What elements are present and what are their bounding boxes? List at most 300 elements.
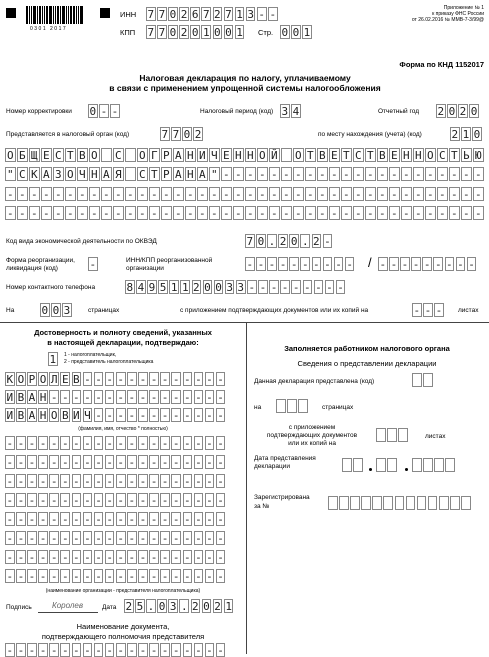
char-cell[interactable]: - [106,373,113,386]
char-cell[interactable]: - [39,494,47,507]
char-cell[interactable]: - [186,188,194,201]
char-cell[interactable]: 3 [247,8,254,21]
char-cell[interactable]: - [84,475,91,488]
char-cell[interactable]: - [217,644,224,657]
char-cell[interactable]: - [378,168,386,181]
char-cell[interactable]: С [354,149,362,162]
char-cell[interactable]: З [54,168,62,181]
char-cell[interactable]: - [6,570,14,583]
char-cell[interactable]: - [139,494,147,507]
char-cell[interactable]: - [6,494,14,507]
char-cell[interactable]: - [50,513,58,526]
char-cell[interactable]: - [246,168,254,181]
char-cell[interactable]: - [84,437,91,450]
char-cell[interactable] [439,496,449,510]
char-cell[interactable]: 3 [237,281,245,294]
char-cell[interactable]: К [6,373,14,386]
char-cell[interactable]: А [198,168,206,181]
char-cell[interactable]: - [195,570,202,583]
char-cell[interactable]: - [84,373,91,386]
char-cell[interactable]: Н [234,149,242,162]
char-cell[interactable]: 2 [214,600,221,613]
char-cell[interactable]: - [161,391,169,404]
char-cell[interactable]: - [150,456,158,469]
char-cell[interactable]: - [206,456,213,469]
char-cell[interactable]: Л [50,373,58,386]
char-cell[interactable] [328,496,338,510]
char-cell[interactable]: - [162,188,170,201]
char-cell[interactable]: - [282,207,290,220]
char-cell[interactable]: 0 [52,304,60,317]
char-cell[interactable]: Е [42,149,50,162]
char-cell[interactable]: - [28,437,36,450]
char-cell[interactable] [423,373,433,387]
char-cell[interactable]: - [150,532,158,545]
char-cell[interactable]: 0 [290,235,298,248]
char-cell[interactable]: - [183,373,191,386]
char-cell[interactable]: - [95,373,102,386]
char-cell[interactable]: - [313,258,320,271]
char-cell[interactable]: - [195,373,202,386]
char-cell[interactable]: - [73,494,80,507]
char-cell[interactable]: - [294,207,302,220]
char-cell[interactable]: 5 [159,281,167,294]
char-cell[interactable] [350,496,360,510]
char-cell[interactable]: 1 [462,128,470,141]
char-cell[interactable] [339,496,349,510]
char-cell[interactable]: - [6,456,14,469]
char-cell[interactable]: - [282,188,290,201]
char-cell[interactable] [298,399,308,413]
char-cell[interactable] [450,496,460,510]
char-cell[interactable]: - [73,437,80,450]
char-cell[interactable]: - [195,456,202,469]
char-cell[interactable]: - [217,437,224,450]
char-cell[interactable] [276,399,286,413]
char-cell[interactable]: - [246,188,254,201]
char-cell[interactable]: - [150,391,158,404]
char-cell[interactable]: - [206,437,213,450]
char-cell[interactable]: Н [39,409,47,422]
char-cell[interactable] [372,496,382,510]
char-cell[interactable]: - [183,475,191,488]
char-cell[interactable]: - [28,494,36,507]
char-cell[interactable]: 0 [41,304,49,317]
char-cell[interactable]: - [390,207,398,220]
char-cell[interactable]: - [446,258,453,271]
char-cell[interactable]: 7 [246,235,254,248]
char-cell[interactable]: - [217,494,224,507]
char-cell[interactable]: - [174,188,182,201]
char-cell[interactable]: - [306,168,314,181]
char-cell[interactable]: 7 [225,8,232,21]
char-cell[interactable]: - [195,551,202,564]
char-cell[interactable]: - [61,475,69,488]
char-cell[interactable]: - [435,304,443,317]
char-cell[interactable]: 7 [172,128,180,141]
char-cell[interactable]: - [39,475,47,488]
char-cell[interactable]: В [17,391,25,404]
char-cell[interactable]: Р [162,168,170,181]
char-cell[interactable]: - [106,570,113,583]
char-cell[interactable]: - [217,373,224,386]
char-cell[interactable]: 8 [126,281,134,294]
char-cell[interactable]: 6 [191,8,199,21]
char-cell[interactable]: 4 [292,105,300,118]
char-cell[interactable]: - [150,551,158,564]
char-cell[interactable]: Т [150,168,158,181]
char-cell[interactable]: - [246,258,254,271]
char-cell[interactable]: - [258,8,266,21]
char-cell[interactable]: Т [450,149,458,162]
char-cell[interactable]: - [54,207,62,220]
char-cell[interactable]: Е [390,149,398,162]
char-cell[interactable]: - [172,456,180,469]
char-cell[interactable]: - [450,188,458,201]
char-cell[interactable]: - [294,168,302,181]
char-cell[interactable]: - [183,532,191,545]
char-cell[interactable]: - [50,551,58,564]
char-cell[interactable]: - [128,373,136,386]
char-cell[interactable]: 3 [63,304,71,317]
char-cell[interactable]: 3 [169,600,177,613]
char-cell[interactable]: - [390,188,398,201]
char-cell[interactable]: - [117,513,125,526]
char-cell[interactable]: - [402,207,410,220]
char-cell[interactable]: - [462,168,470,181]
char-cell[interactable]: - [183,494,191,507]
char-cell[interactable] [101,148,112,162]
char-cell[interactable]: - [61,570,69,583]
char-cell[interactable]: - [150,494,158,507]
char-cell[interactable]: - [234,168,242,181]
char-cell[interactable]: - [474,188,482,201]
char-cell[interactable]: - [128,551,136,564]
char-cell[interactable] [125,167,136,181]
char-cell[interactable]: 7 [158,26,166,39]
char-cell[interactable]: - [128,570,136,583]
char-cell[interactable]: - [462,188,470,201]
char-cell[interactable]: - [195,437,202,450]
char-cell[interactable]: - [6,551,14,564]
char-cell[interactable]: 9 [148,281,156,294]
char-cell[interactable]: - [206,532,213,545]
char-cell[interactable]: Н [90,168,98,181]
char-cell[interactable]: А [28,391,36,404]
char-cell[interactable]: - [6,644,14,657]
char-cell[interactable]: - [402,168,410,181]
char-cell[interactable]: - [73,532,80,545]
char-cell[interactable]: - [161,494,169,507]
char-cell[interactable]: Н [186,149,194,162]
char-cell[interactable]: 2 [194,128,202,141]
char-cell[interactable] [417,496,427,510]
char-cell[interactable]: Т [306,149,314,162]
char-cell[interactable]: - [217,513,224,526]
char-cell[interactable]: - [106,475,113,488]
char-cell[interactable]: - [50,391,58,404]
char-cell[interactable]: - [318,207,326,220]
char-cell[interactable]: - [161,570,169,583]
char-cell[interactable]: - [42,188,50,201]
char-cell[interactable]: В [61,409,69,422]
char-cell[interactable]: Е [330,149,338,162]
char-cell[interactable]: А [174,168,182,181]
char-cell[interactable] [412,373,422,387]
char-cell[interactable]: - [195,391,202,404]
char-cell[interactable] [361,496,371,510]
char-cell[interactable]: - [270,281,278,294]
char-cell[interactable]: - [17,532,25,545]
char-cell[interactable]: - [161,475,169,488]
char-cell[interactable]: Г [150,149,158,162]
char-cell[interactable]: - [462,207,470,220]
char-cell[interactable]: Е [222,149,230,162]
char-cell[interactable]: В [17,409,25,422]
char-cell[interactable] [125,148,136,162]
char-cell[interactable]: - [195,532,202,545]
char-cell[interactable]: - [30,207,38,220]
char-cell[interactable]: - [172,391,180,404]
char-cell[interactable]: И [6,409,14,422]
char-cell[interactable]: - [337,281,344,294]
char-cell[interactable]: - [161,373,169,386]
char-cell[interactable]: - [195,644,202,657]
char-cell[interactable]: - [50,456,58,469]
char-cell[interactable]: - [111,105,119,118]
char-cell[interactable]: Р [162,149,170,162]
char-cell[interactable]: - [379,258,387,271]
char-cell[interactable]: Ч [78,168,86,181]
char-cell[interactable]: - [100,105,108,118]
char-cell[interactable]: - [217,570,224,583]
char-cell[interactable]: - [150,644,158,657]
char-cell[interactable]: - [172,475,180,488]
char-cell[interactable]: - [290,258,298,271]
char-cell[interactable]: 0 [204,281,211,294]
char-cell[interactable]: - [106,644,113,657]
char-cell[interactable]: - [73,391,80,404]
char-cell[interactable]: - [95,570,102,583]
char-cell[interactable]: С [114,149,122,162]
char-cell[interactable]: - [84,570,91,583]
char-cell[interactable]: А [174,149,182,162]
char-cell[interactable]: - [139,551,147,564]
char-cell[interactable]: - [457,258,464,271]
char-cell[interactable]: - [117,551,125,564]
char-cell[interactable]: - [150,513,158,526]
char-cell[interactable]: - [326,281,333,294]
char-cell[interactable]: В [378,149,386,162]
char-cell[interactable]: - [128,391,136,404]
char-cell[interactable]: - [206,644,213,657]
char-cell[interactable]: - [139,644,147,657]
char-cell[interactable]: Т [366,149,374,162]
char-cell[interactable]: - [330,168,338,181]
char-cell[interactable]: - [335,258,342,271]
char-cell[interactable]: 7 [158,8,166,21]
char-cell[interactable]: 0 [473,128,481,141]
char-cell[interactable]: - [450,207,458,220]
char-cell[interactable]: - [270,168,278,181]
char-cell[interactable]: 7 [161,128,169,141]
char-cell[interactable]: - [61,513,69,526]
char-cell[interactable]: - [84,513,91,526]
char-cell[interactable]: - [39,570,47,583]
char-cell[interactable] [387,428,397,442]
char-cell[interactable] [281,148,292,162]
char-cell[interactable]: - [217,475,224,488]
char-cell[interactable]: - [128,456,136,469]
char-cell[interactable]: - [412,258,420,271]
char-cell[interactable]: - [366,207,374,220]
char-cell[interactable]: А [102,168,110,181]
char-cell[interactable]: И [6,391,14,404]
char-cell[interactable]: - [139,391,147,404]
char-cell[interactable]: - [17,644,25,657]
char-cell[interactable]: К [30,168,38,181]
char-cell[interactable]: 3 [226,281,233,294]
char-cell[interactable]: Н [186,168,194,181]
char-cell[interactable]: 0 [257,235,265,248]
char-cell[interactable]: - [17,551,25,564]
char-cell[interactable]: 2 [125,600,133,613]
char-cell[interactable]: О [294,149,302,162]
char-cell[interactable]: - [161,409,169,422]
char-cell[interactable]: - [6,532,14,545]
char-cell[interactable] [445,458,455,472]
char-cell[interactable]: - [438,207,446,220]
char-cell[interactable]: - [17,513,25,526]
char-cell[interactable]: - [50,532,58,545]
char-cell[interactable]: 1 [236,8,243,21]
char-cell[interactable]: - [42,207,50,220]
char-cell[interactable]: - [39,644,47,657]
char-cell[interactable]: - [128,494,136,507]
char-cell[interactable]: - [183,437,191,450]
char-cell[interactable]: - [139,409,147,422]
char-cell[interactable]: - [150,409,158,422]
char-cell[interactable]: - [28,570,36,583]
char-cell[interactable]: - [354,168,362,181]
char-cell[interactable]: - [423,258,431,271]
char-cell[interactable] [434,458,444,472]
char-cell[interactable]: О [138,149,146,162]
char-cell[interactable]: - [150,475,158,488]
char-cell[interactable]: - [324,235,331,248]
char-cell[interactable]: - [102,207,110,220]
char-cell[interactable]: - [117,409,125,422]
char-cell[interactable]: 0 [470,105,478,118]
char-cell[interactable]: - [206,409,213,422]
char-cell[interactable]: Щ [30,149,38,162]
char-cell[interactable]: - [78,188,86,201]
char-cell[interactable]: - [183,570,191,583]
char-cell[interactable]: - [128,513,136,526]
char-cell[interactable]: - [102,188,110,201]
char-cell[interactable]: - [270,188,278,201]
char-cell[interactable]: О [258,149,266,162]
char-cell[interactable]: А [28,409,36,422]
char-cell[interactable]: - [390,258,398,271]
char-cell[interactable]: - [28,532,36,545]
char-cell[interactable]: 0 [158,600,166,613]
char-cell[interactable]: - [198,207,206,220]
char-cell[interactable]: - [117,475,125,488]
char-cell[interactable]: - [282,168,290,181]
char-cell[interactable]: - [172,532,180,545]
char-cell[interactable]: - [128,409,136,422]
char-cell[interactable]: - [162,207,170,220]
char-cell[interactable]: - [222,168,230,181]
char-cell[interactable]: - [28,456,36,469]
char-cell[interactable]: - [366,168,374,181]
char-cell[interactable]: Н [402,149,410,162]
char-cell[interactable]: 0 [281,26,289,39]
char-cell[interactable]: - [161,644,169,657]
char-cell[interactable]: - [390,168,398,181]
char-cell[interactable]: 0 [225,26,232,39]
char-cell[interactable]: - [117,456,125,469]
char-cell[interactable]: - [30,188,38,201]
char-cell[interactable]: - [330,188,338,201]
char-cell[interactable]: 7 [147,8,155,21]
char-cell[interactable]: 7 [147,26,155,39]
char-cell[interactable]: - [139,437,147,450]
char-cell[interactable]: - [84,551,91,564]
char-cell[interactable]: - [6,475,14,488]
char-cell[interactable]: - [106,551,113,564]
char-cell[interactable]: - [117,494,125,507]
char-cell[interactable]: - [172,494,180,507]
char-cell[interactable]: - [139,532,147,545]
char-cell[interactable]: - [172,513,180,526]
char-cell[interactable]: - [206,494,213,507]
char-cell[interactable]: - [206,391,213,404]
char-cell[interactable]: - [17,570,25,583]
char-cell[interactable]: - [222,207,230,220]
char-cell[interactable]: - [114,207,122,220]
char-cell[interactable]: - [318,188,326,201]
char-cell[interactable]: 0 [169,8,177,21]
char-cell[interactable]: - [378,207,386,220]
char-cell[interactable]: Т [342,149,350,162]
char-cell[interactable]: 0 [203,600,210,613]
char-cell[interactable]: - [139,456,147,469]
char-cell[interactable]: 2 [451,128,459,141]
char-cell[interactable]: Ч [210,149,218,162]
char-cell[interactable]: - [268,258,276,271]
char-cell[interactable]: - [95,644,102,657]
char-cell[interactable]: . [180,600,188,613]
char-cell[interactable]: - [234,188,242,201]
char-cell[interactable]: - [139,475,147,488]
char-cell[interactable]: 0 [183,128,191,141]
char-cell[interactable]: - [195,409,202,422]
char-cell[interactable]: - [95,532,102,545]
char-cell[interactable]: - [281,281,289,294]
char-cell[interactable] [398,428,408,442]
char-cell[interactable]: - [95,409,102,422]
char-cell[interactable]: - [292,281,300,294]
char-cell[interactable]: - [90,188,98,201]
char-cell[interactable]: - [324,258,331,271]
char-cell[interactable]: - [95,494,102,507]
char-cell[interactable]: - [138,207,146,220]
char-cell[interactable]: - [346,258,353,271]
char-cell[interactable]: - [61,391,69,404]
char-cell[interactable]: Т [66,149,74,162]
